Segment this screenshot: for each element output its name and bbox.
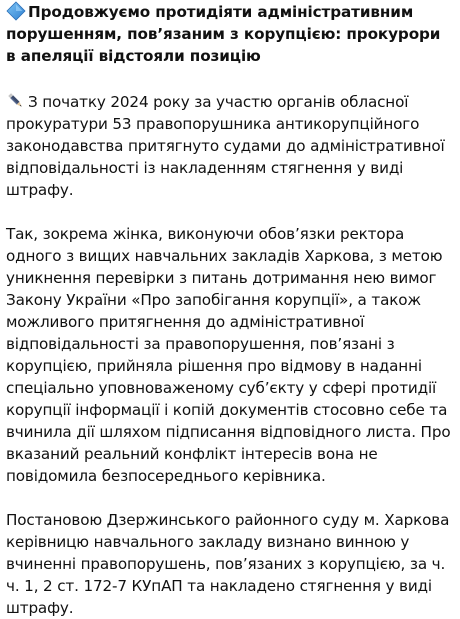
post-body [6,0,454,619]
paragraph-2: Так, зокрема жінка, виконуючи обов’язки ректора одного з вищих навчальних закладів Харкова, з метою уникнення перевірки з питань дотримання нею вимог Закону України «Про запобігання корупції», а також можливого притягнення до адміністративної відповідальності за правопорушення, пов’язані з корупцією, прийняла рішення про відмову в наданні спеціально уповноваженому суб’єкту у сфері протидії корупції інформації і копій документів стосовно себе та вчинила дії шляхом підписання відповідного листа. Про вказаний реальний конфлікт інтересів вона не повідомила безпосереднього керівника. [6,225,451,485]
pen-icon [6,91,26,111]
headline-text: Продовжуємо протидіяти адміністративним порушенням, пов’язаним з корупцією: прокурори в апеляції відстояли позицію [6,3,441,65]
blue-diamond-icon [6,1,26,21]
post-headline [6,0,454,67]
paragraph-1 [6,91,454,201]
paragraph-1-text: З початку 2024 року за участю органів обласної прокуратури 53 правопорушника антикорупційного законодавства притягнуто судами до адміністративної відповідальності із накладенням стягнення у виді штрафу. [6,93,445,199]
paragraph-3: Постановою Дзержинського районного суду м. Харкова керівницю навчального закладу визнано винною у вчиненні правопорушень, пов’язаних з корупцією, за ч. ч. 1, 2 ст. 172-7 КУпАП та накладено стягнення у виді штрафу. [6,511,450,617]
